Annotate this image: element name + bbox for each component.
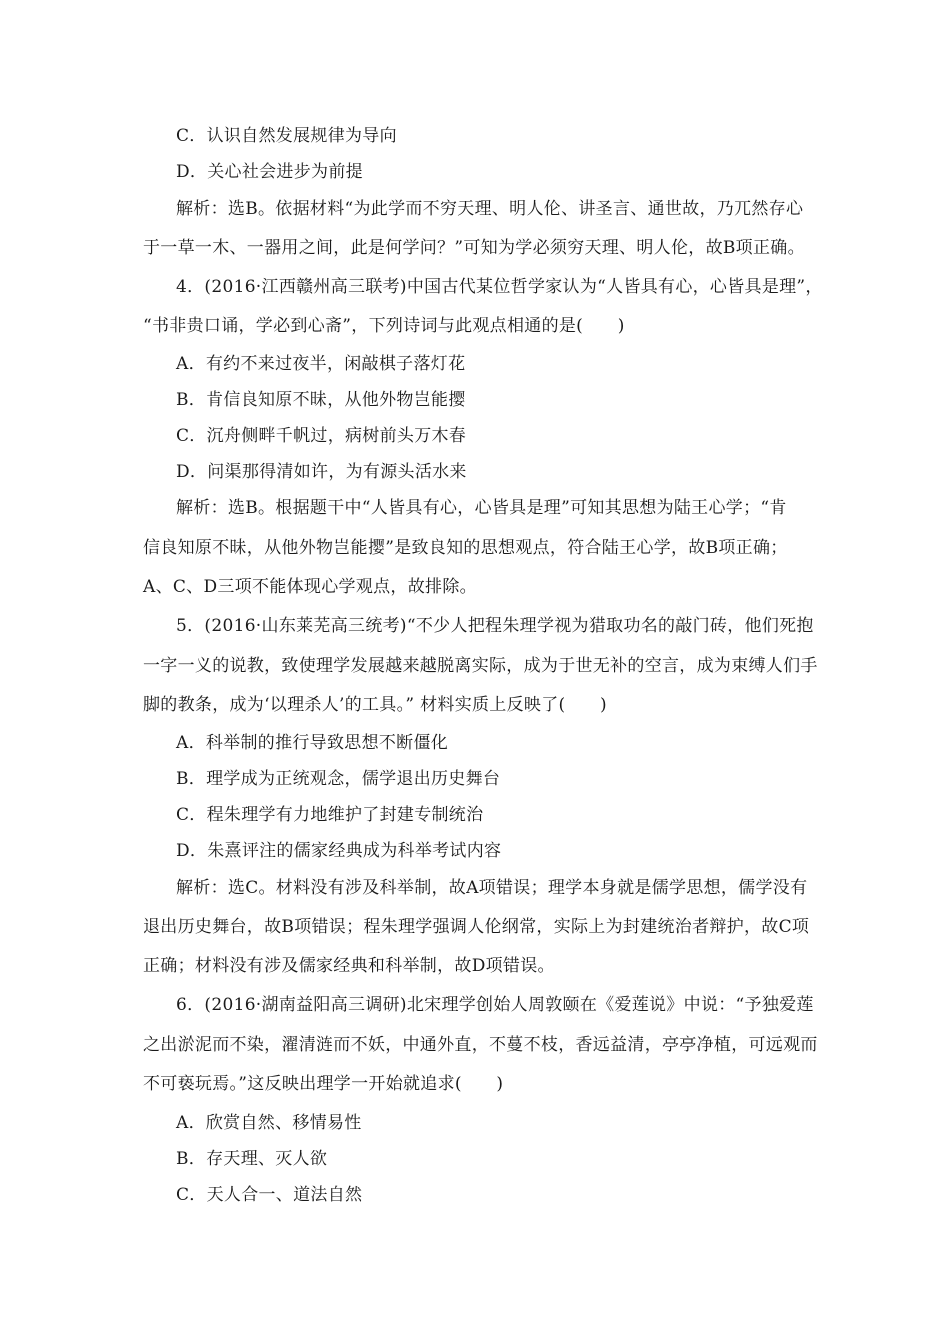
q3-option-c: C．认识自然发展规律为导向 xyxy=(176,126,397,146)
q3-analysis-line-1: 解析：选B。依据材料“为此学而不穷天理、明人伦、讲圣言、通世故，乃兀然存心 xyxy=(176,199,804,219)
q5-option-d: D．朱熹评注的儒家经典成为科举考试内容 xyxy=(176,841,502,861)
q5-analysis-line-2: 退出历史舞台，故B项错误；程朱理学强调人伦纲常，实际上为封建统治者辩护，故C项 xyxy=(143,917,810,937)
q4-option-d: D．问渠那得清如许，为有源头活水来 xyxy=(176,462,467,482)
q4-stem-line-1: 4．(2016·江西赣州高三联考)中国古代某位哲学家认为“人皆具有心，心皆具是理”， xyxy=(176,277,823,297)
q4-analysis-line-1: 解析：选B。根据题干中“人皆具有心，心皆具是理”可知其思想为陆王心学；“肯 xyxy=(176,498,787,518)
q5-stem-line-3: 脚的教条，成为‘以理杀人’的工具。” 材料实质上反映了( ) xyxy=(143,695,607,715)
q5-analysis-line-1: 解析：选C。材料没有涉及科举制，故A项错误；理学本身就是儒学思想，儒学没有 xyxy=(176,878,808,898)
q5-option-b: B．理学成为正统观念，儒学退出历史舞台 xyxy=(176,769,501,789)
q5-option-a: A．科举制的推行导致思想不断僵化 xyxy=(176,733,449,753)
q3-analysis-line-2: 于一草一木、一器用之间，此是何学问？”可知为学必须穷天理、明人伦，故B项正确。 xyxy=(143,238,805,258)
q4-option-b: B．肯信良知原不昧，从他外物岂能撄 xyxy=(176,390,466,410)
q3-option-d: D．关心社会进步为前提 xyxy=(176,162,363,182)
q6-option-b: B．存天理、灭人欲 xyxy=(176,1149,328,1169)
q4-stem-line-2: “书非贵口诵，学必到心斋”，下列诗词与此观点相通的是( ) xyxy=(143,316,625,336)
q4-option-c: C．沉舟侧畔千帆过，病树前头万木春 xyxy=(176,426,467,446)
q5-analysis-line-3: 正确；材料没有涉及儒家经典和科举制，故D项错误。 xyxy=(143,956,555,976)
q4-analysis-line-2: 信良知原不昧，从他外物岂能撄”是致良知的思想观点，符合陆王心学，故B项正确； xyxy=(143,538,788,558)
q6-stem-line-3: 不可亵玩焉。”这反映出理学一开始就追求( ) xyxy=(143,1074,504,1094)
q6-stem-line-1: 6．(2016·湖南益阳高三调研)北宋理学创始人周敦颐在《爱莲说》中说：“予独爱莲 xyxy=(176,995,814,1015)
q5-stem-line-2: 一字一义的说教，致使理学发展越来越脱离实际，成为于世无补的空言，成为束缚人们手 xyxy=(143,656,818,676)
q5-stem-line-1: 5．(2016·山东莱芜高三统考)“不少人把程朱理学视为猎取功名的敲门砖，他们死抱 xyxy=(176,616,814,636)
q6-stem-line-2: 之出淤泥而不染，濯清涟而不妖，中通外直，不蔓不枝，香远益清，亭亭净植，可远观而 xyxy=(143,1035,818,1055)
q4-analysis-line-3: A、C、D三项不能体现心学观点，故排除。 xyxy=(143,577,477,597)
q6-option-c: C．天人合一、道法自然 xyxy=(176,1185,363,1205)
q5-option-c: C．程朱理学有力地维护了封建专制统治 xyxy=(176,805,484,825)
q6-option-a: A．欣赏自然、移情易性 xyxy=(176,1113,362,1133)
q4-option-a: A．有约不来过夜半，闲敲棋子落灯花 xyxy=(176,354,466,374)
